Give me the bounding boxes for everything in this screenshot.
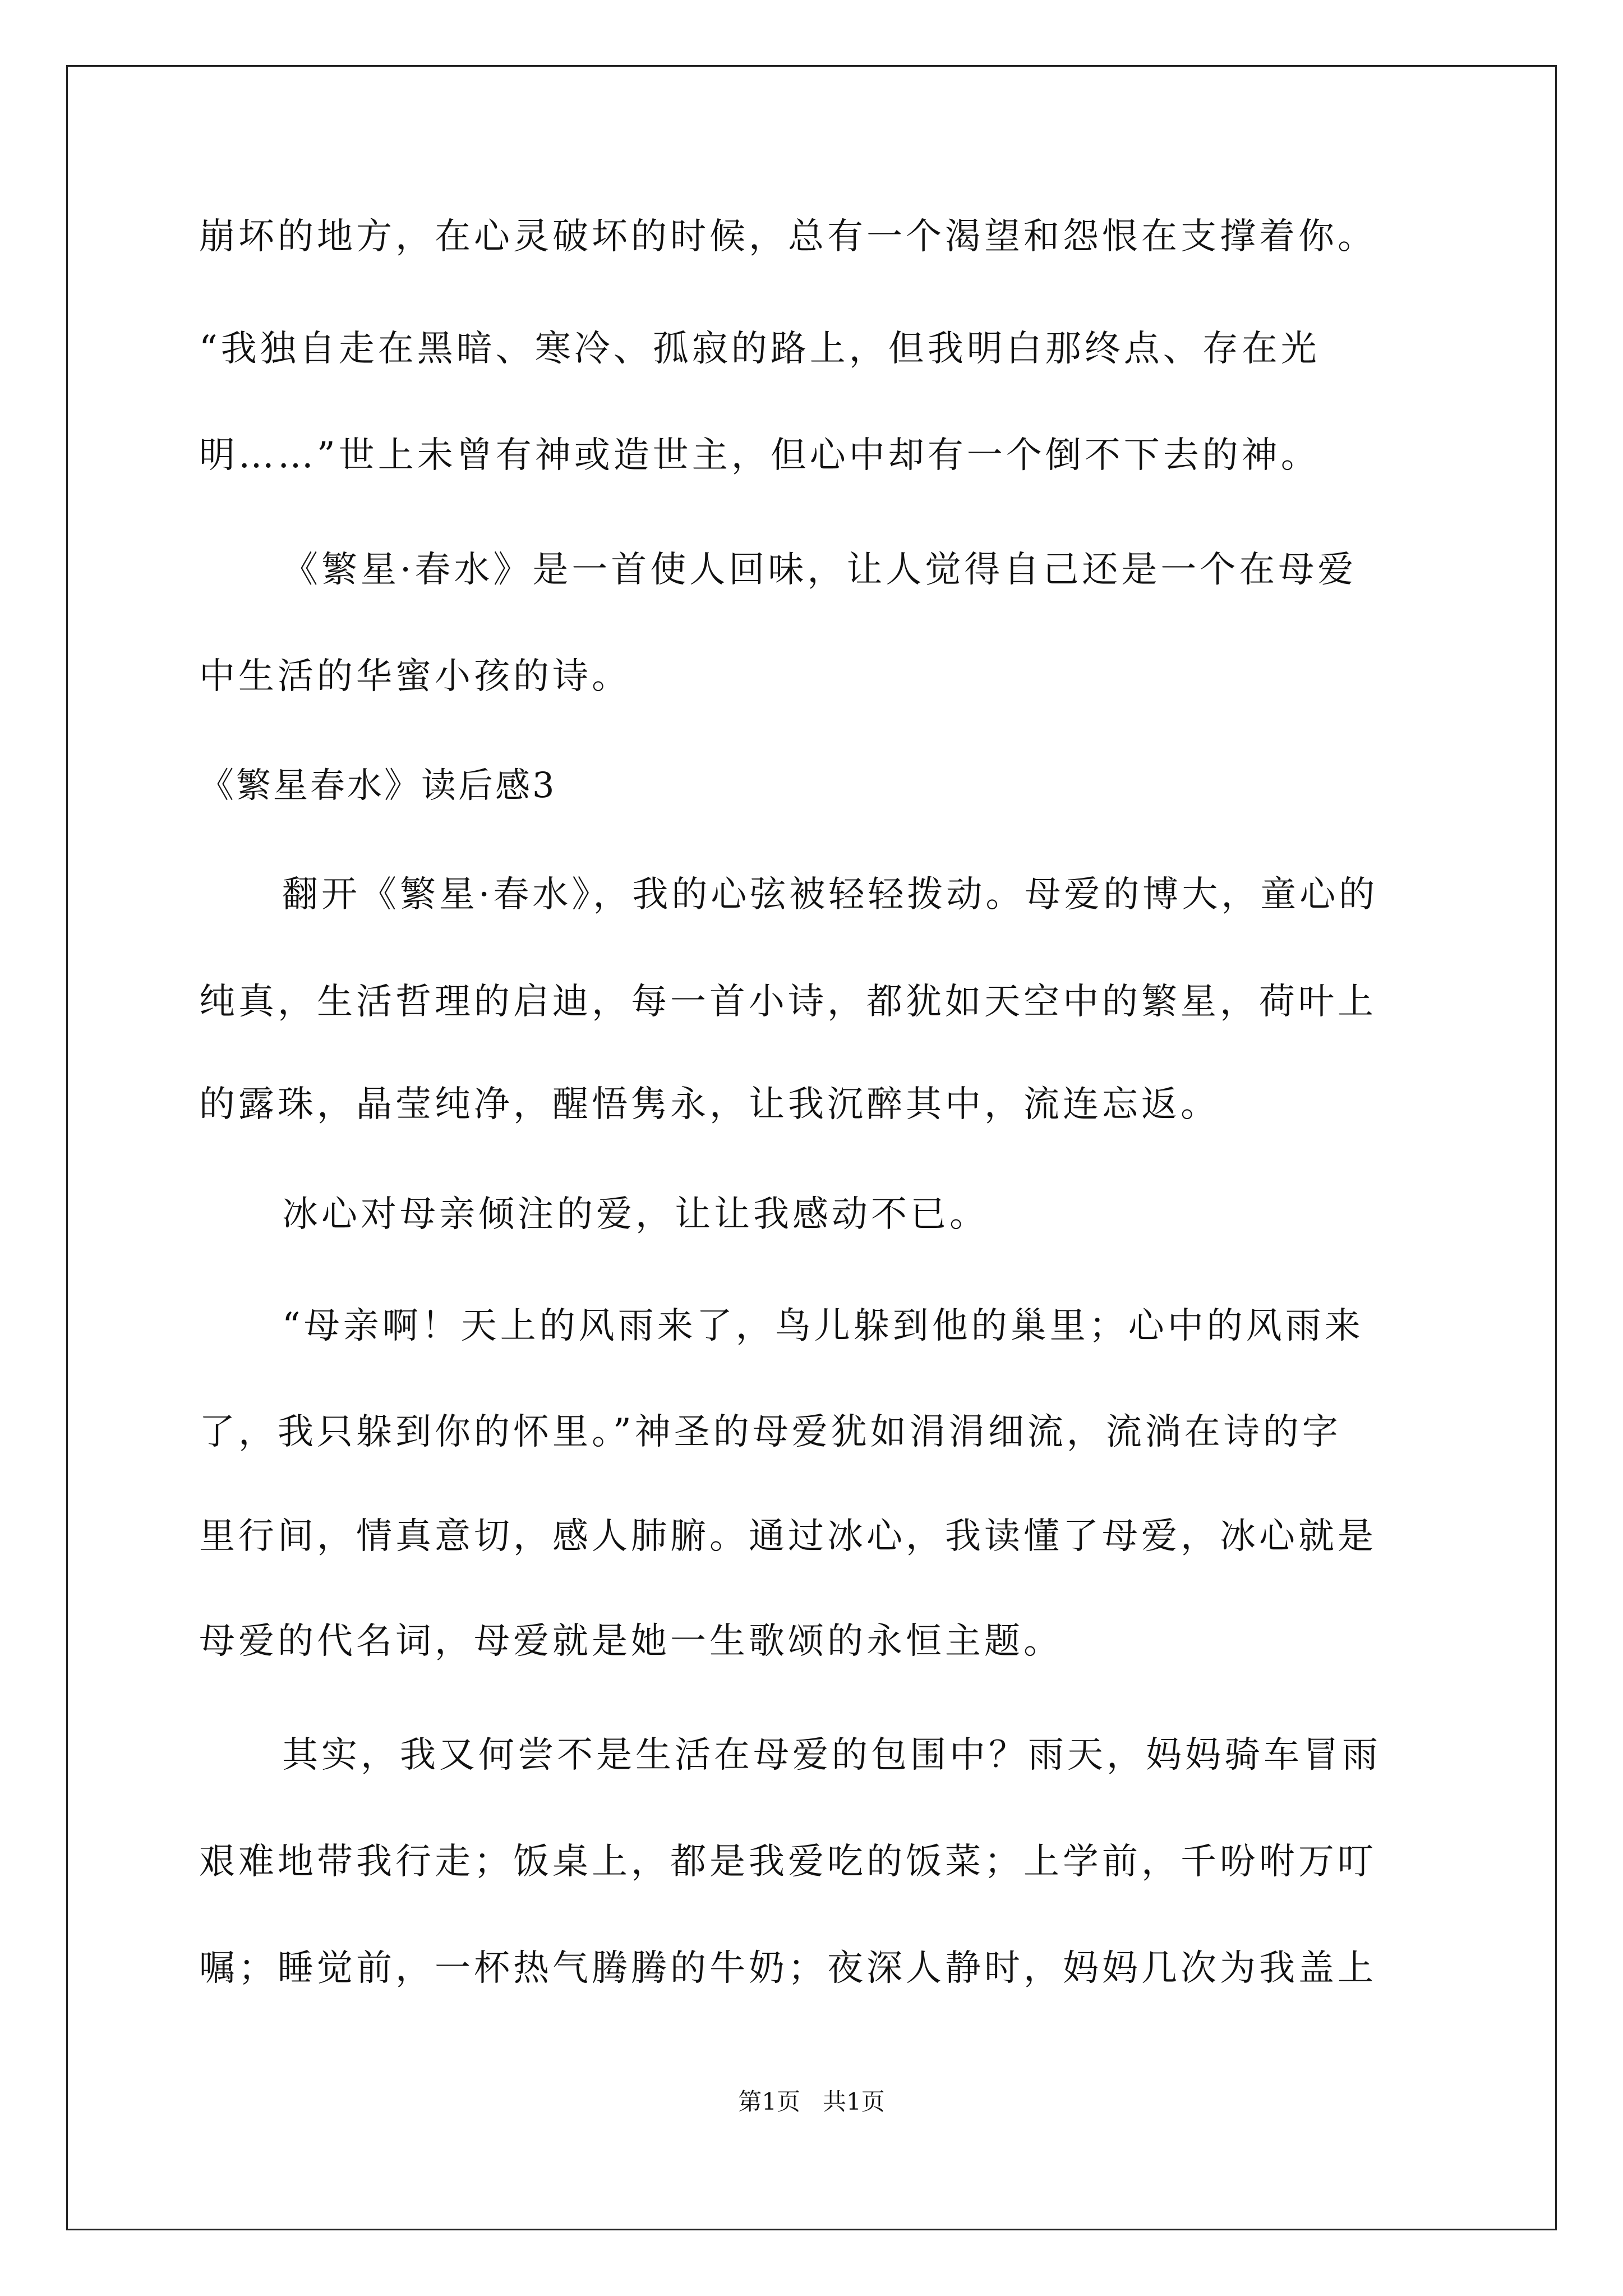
text-line: 纯真，生活哲理的启迪，每一首小诗，都犹如天空中的繁星，荷叶上 bbox=[199, 981, 1377, 1023]
text-line: 艰难地带我行走；饭桌上，都是我爱吃的饭菜；上学前，千吩咐万叮 bbox=[199, 1841, 1377, 1883]
text-line: 《繁星·春水》是一首使人回味，让人觉得自己还是一个在母爱 bbox=[282, 549, 1357, 591]
text-line: 崩坏的地方，在心灵破坏的时候，总有一个渴望和怨恨在支撑着你。 bbox=[199, 216, 1377, 257]
text-line: 母爱的代名词，母爱就是她一生歌颂的永恒主题。 bbox=[199, 1621, 1063, 1662]
text-line: 里行间，情真意切，感人肺腑。通过冰心，我读懂了母爱，冰心就是 bbox=[199, 1516, 1377, 1557]
text-line: 其实，我又何尝不是生活在母爱的包围中？雨天，妈妈骑车冒雨 bbox=[282, 1734, 1381, 1776]
text-line: 翻开《繁星·春水》，我的心弦被轻轻拨动。母爱的博大，童心的 bbox=[282, 874, 1378, 915]
text-line: 的露珠，晶莹纯净，醒悟隽永，让我沉醉其中，流连忘返。 bbox=[199, 1084, 1220, 1125]
section-heading: 《繁星春水》读后感3 bbox=[199, 765, 557, 806]
page-footer: 第1页 共1页 bbox=[738, 2088, 885, 2115]
text-line: 冰心对母亲倾注的爱，让让我感动不已。 bbox=[282, 1194, 989, 1235]
text-line: 了，我只躲到你的怀里。”神圣的母爱犹如涓涓细流，流淌在诗的字 bbox=[199, 1411, 1341, 1453]
text-line: 明……”世上未曾有神或造世主，但心中却有一个倒不下去的神。 bbox=[199, 435, 1320, 476]
text-line: 中生活的华蜜小孩的诗。 bbox=[199, 656, 631, 697]
page-border bbox=[66, 65, 1557, 2230]
text-line: “母亲啊！天上的风雨来了，鸟儿躲到他的巢里；心中的风雨来 bbox=[282, 1305, 1364, 1347]
text-line: 嘱；睡觉前，一杯热气腾腾的牛奶；夜深人静时，妈妈几次为我盖上 bbox=[199, 1948, 1377, 1989]
text-line: “我独自走在黑暗、寒冷、孤寂的路上，但我明白那终点、存在光 bbox=[199, 328, 1320, 370]
